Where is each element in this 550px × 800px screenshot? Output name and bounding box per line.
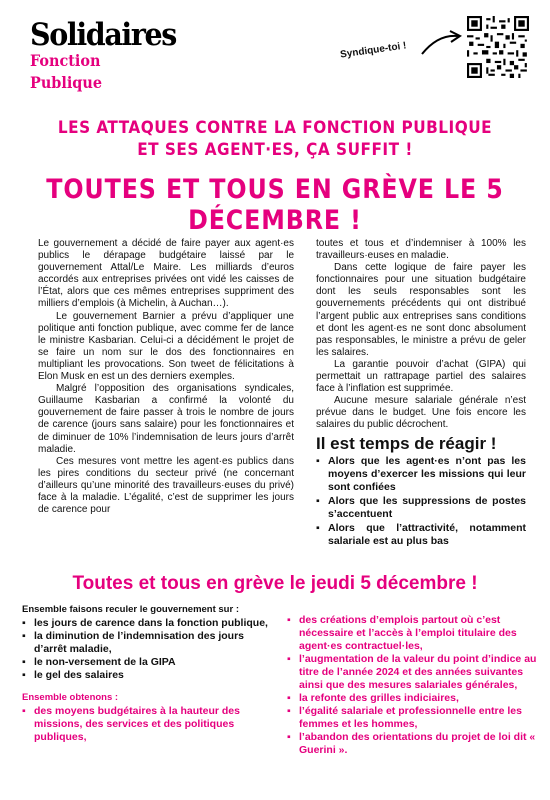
- paragraph: Le gouvernement Barnier a prévu d’appliquer une politique anti fonction publique, avec comme fer de lance le ministre Kasbarian. Celui-ci a décidément le projet de se faire un nom sur le dos des fonctionnaires en multipliant les provocations. Son tweet de félicitations à Elon Musk en est un des derniers exemples.: [38, 310, 294, 383]
- section-heading: Il est temps de réagir !: [316, 433, 497, 453]
- reculer-lead: Ensemble faisons reculer le gouvernement sur :: [22, 604, 239, 615]
- demands-left: [22, 604, 272, 744]
- list-item: ▪ les jours de carence dans la fonction publique,: [22, 617, 272, 630]
- reculer-list: [22, 617, 272, 682]
- logo: [30, 17, 180, 94]
- headline-line-1: LES ATTAQUES CONTRE LA FONCTION PUBLIQUE: [57, 118, 493, 138]
- list-item: ▪ Alors que les agent·es n’ont pas les moyens d’exercer les missions qui leur sont confiées: [316, 455, 526, 494]
- list-item: ▪ le gel des salaires: [22, 669, 272, 682]
- paragraph: Le gouvernement a décidé de faire payer aux agent·es publics le dérapage budgétaire laissé par le gouvernement Attal/Le Maire. Les milliards d’euros accordés aux entreprises privées ont vidé les caisses de l’État, alors que ces mêmes entreprises suppriment des milliers d’emplois (à Michelin, à Auchan…).: [38, 238, 294, 310]
- list-item: ▪ la diminution de l’indemnisation des jours d’arrêt maladie,: [22, 630, 272, 656]
- reagir-list: [316, 455, 526, 548]
- syndique-text: Syndique-toi !: [339, 40, 408, 61]
- list-item: ▪ Alors que l’attractivité, notamment salariale est au plus bas: [316, 522, 526, 548]
- list-item: ▪ des moyens budgétaires à la hauteur des missions, des services et des politiques publiques,: [22, 705, 272, 744]
- body-column-left: [38, 238, 294, 516]
- list-item: ▪ Alors que les suppressions de postes s’accentuent: [316, 495, 526, 521]
- arrow-icon: [420, 28, 465, 58]
- obtenons-lead: Ensemble obtenons :: [22, 692, 119, 703]
- obtenons-list-left: [22, 705, 272, 744]
- list-item: ▪ l’augmentation de la valeur du point d’indice au titre de l’année 2024 et des années suivantes ainsi que des mesures salariales générales,: [287, 653, 537, 692]
- body-column-right: [316, 238, 526, 549]
- demands-right: [287, 614, 537, 757]
- list-item: ▪ l’abandon des orientations du projet de loi dit « Guerini ».: [287, 731, 537, 757]
- paragraph: Aucune mesure salariale générale n’est prévue dans le budget. Une fois encore les salaires du public décrochent.: [316, 395, 526, 431]
- list-item: ▪ le non-versement de la GIPA: [22, 656, 272, 669]
- headline-line-2: ET SES AGENT·ES, ÇA SUFFIT !: [137, 140, 413, 160]
- paragraph: Malgré l’opposition des organisations syndicales, Guillaume Kasbarian a confirmé la volonté du gouvernement de faire passer à trois le nombre de jours de carence (jours sans salaire) pour les fonctionnaires et de diminuer de 10% l’indemnisation de leurs jours d’arrêt maladie.: [38, 383, 294, 455]
- paragraph: Dans cette logique de faire payer les fonctionnaires pour une situation budgétaire dont les seuls responsables sont les gouvernements précédents qui ont distribué l’argent public aux entreprises sans conditions et dont les agent·es ne sont donc absolument pas responsables, le ministre a prévu de geler les salaires.: [316, 262, 526, 358]
- obtenons-list-right: [287, 614, 537, 757]
- list-item: ▪ des créations d’emplois partout où c’est nécessaire et l’accès à l’emploi titulaire des agent·es contractuel·les,: [287, 614, 537, 653]
- qr-code-icon[interactable]: [467, 16, 529, 78]
- strike-headline: TOUTES ET TOUS EN GRÈVE LE 5 DÉCEMBRE !: [46, 174, 504, 236]
- paragraph: La garantie pouvoir d’achat (GIPA) qui permettait un rattrapage partiel des salaires face à l’inflation est supprimée.: [316, 358, 526, 395]
- call-to-strike: Toutes et tous en grève le jeudi 5 décembre !: [72, 573, 478, 594]
- list-item: ▪ l’égalité salariale et professionnelle entre les femmes et les hommes,: [287, 705, 537, 731]
- paragraph: Ces mesures vont mettre les agent·es publics dans les pires conditions du secteur privé (ne concernant d’ailleurs qu’une minorité des travailleurs·euses du privé) face à la maladie. L’égalité, c’est de supprimer les jours de carence pour: [38, 455, 294, 516]
- list-item: ▪ la refonte des grilles indiciaires,: [287, 692, 537, 705]
- logo-sub: Fonction Publique: [30, 51, 103, 92]
- logo-main: Solidaires: [30, 17, 176, 53]
- paragraph: toutes et tous et d’indemniser à 100% les travailleurs·euses en maladie.: [316, 238, 526, 262]
